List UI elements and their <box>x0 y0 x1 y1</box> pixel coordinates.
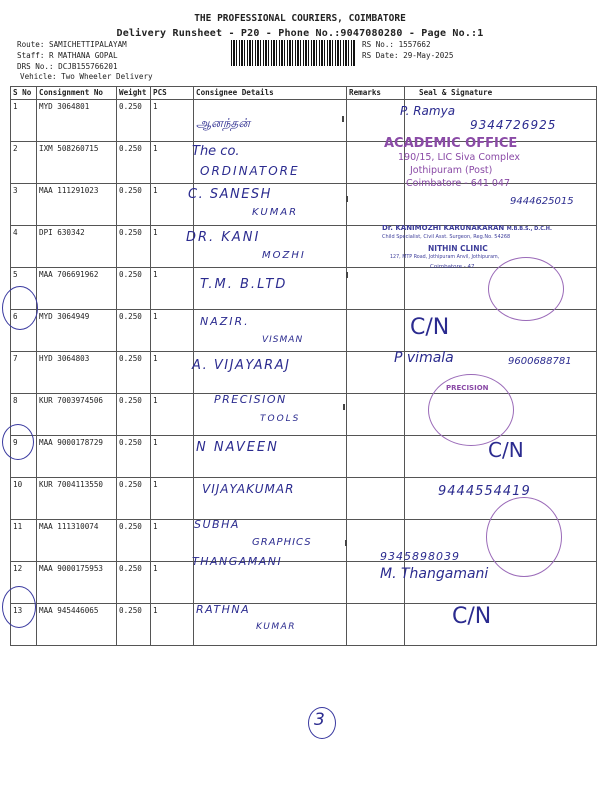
signature-phone: 9600688781 <box>508 356 572 367</box>
cell-consignment: MYD 3064801 <box>37 100 117 142</box>
cell-remarks <box>347 184 405 226</box>
cell-pcs: 1 <box>151 394 194 436</box>
col-sno: S No <box>11 87 37 100</box>
cell-remarks <box>347 268 405 310</box>
cell-weight: 0.250 <box>117 268 151 310</box>
cell-consignment: KUR 7004113550 <box>37 478 117 520</box>
signature-phone: 9345898039 <box>380 550 460 563</box>
cell-sno: 4 <box>11 226 37 268</box>
company-title: THE PROFESSIONAL COURIERS, COIMBATORE <box>194 13 406 24</box>
cell-sno: 9 <box>11 436 37 478</box>
cell-weight: 0.250 <box>117 352 151 394</box>
cell-signature <box>405 604 597 646</box>
cell-pcs: 1 <box>151 604 194 646</box>
handwritten-consignee: NAZIR. <box>200 315 250 328</box>
cell-pcs: 1 <box>151 184 194 226</box>
signature-name: P. Ramya <box>400 104 456 118</box>
clinic-stamp-specialty: Child Specialist, Civil Asst. Surgeon, Reg.No. 54268 <box>382 234 511 240</box>
table-header-row <box>11 87 597 100</box>
col-remarks: Remarks <box>347 87 405 100</box>
cell-consignment: HYD 3064803 <box>37 352 117 394</box>
handwritten-consignee: The co. <box>192 144 240 159</box>
clinic-stamp-address: 127, MTP Road, Jothipuram Anvil, Jothipuram, <box>390 255 500 260</box>
clinic-stamp-name: Dr. KANIMOZHI KARUNAKARAN M.B.B.S., D.C.H. <box>382 224 552 232</box>
academic-stamp-address: 190/15, LIC Siva Complex <box>398 152 521 163</box>
handwritten-consignee: SUBHA <box>194 518 240 531</box>
col-signature: Seal & Signature <box>405 87 597 100</box>
cell-consignment: MYD 3064949 <box>37 310 117 352</box>
cell-sno: 8 <box>11 394 37 436</box>
cell-consignment: MAA 9000175953 <box>37 562 117 604</box>
remark-mark <box>346 272 348 278</box>
route-meta: Route: SAMICHETTIPALAYAM <box>17 40 127 49</box>
cell-sno: 3 <box>11 184 37 226</box>
signature-name: P vimala <box>394 350 454 366</box>
vehicle-meta: Vehicle: Two Wheeler Delivery <box>20 72 153 81</box>
cell-remarks <box>347 478 405 520</box>
handwritten-consignee: RATHNA <box>196 603 251 616</box>
academic-stamp-title: ACADEMIC OFFICE <box>384 136 518 151</box>
cell-weight: 0.250 <box>117 184 151 226</box>
cell-weight: 0.250 <box>117 142 151 184</box>
cell-weight: 0.250 <box>117 436 151 478</box>
remark-mark <box>342 116 344 122</box>
cell-pcs: 1 <box>151 310 194 352</box>
cell-pcs: 1 <box>151 226 194 268</box>
cell-pcs: 1 <box>151 100 194 142</box>
round-seal <box>488 257 564 321</box>
staff-meta: Staff: R MATHANA GOPAL <box>17 51 118 60</box>
clinic-stamp-clinic: NITHIN CLINIC <box>428 244 488 253</box>
handwritten-consignee: A. VIJAYARAJ <box>192 358 291 373</box>
cell-pcs: 1 <box>151 436 194 478</box>
cell-remarks <box>347 604 405 646</box>
cell-pcs: 1 <box>151 142 194 184</box>
cell-sno: 13 <box>11 604 37 646</box>
col-consignment: Consignment No <box>37 87 117 100</box>
cell-consignment: MAA 945446065 <box>37 604 117 646</box>
handwritten-consignee: KUMAR <box>252 207 299 218</box>
row-circle-mark <box>2 424 34 460</box>
rs-date: RS Date: 29-May-2025 <box>362 51 454 60</box>
cell-pcs: 1 <box>151 562 194 604</box>
cell-weight: 0.250 <box>117 520 151 562</box>
cell-weight: 0.250 <box>117 604 151 646</box>
clinic-stamp-city: Coimbatore - 47 <box>430 264 475 270</box>
cell-consignment: MAA 111291023 <box>37 184 117 226</box>
handwritten-consignee: VISMAN <box>262 335 304 345</box>
cell-sno: 5 <box>11 268 37 310</box>
signature-name: M. Thangamani <box>380 566 489 582</box>
cell-weight: 0.250 <box>117 562 151 604</box>
cell-consignment: MAA 706691962 <box>37 268 117 310</box>
cell-sno: 12 <box>11 562 37 604</box>
cell-sno: 10 <box>11 478 37 520</box>
signature-phone: 9444554419 <box>438 484 531 499</box>
cell-sno: 11 <box>11 520 37 562</box>
handwritten-consignee: N NAVEEN <box>196 440 279 455</box>
handwritten-consignee: PRECISION <box>214 393 287 406</box>
cell-weight: 0.250 <box>117 478 151 520</box>
cell-remarks <box>347 310 405 352</box>
cell-consignment: DPI 630342 <box>37 226 117 268</box>
signature-cn: C/N <box>410 315 450 340</box>
table-row <box>11 604 597 646</box>
cell-weight: 0.250 <box>117 226 151 268</box>
precision-seal-text: PRECISION <box>446 384 489 392</box>
cell-consignment: IXM 508260715 <box>37 142 117 184</box>
page-number: 3 <box>314 710 325 730</box>
cell-remarks <box>347 436 405 478</box>
signature-cn: C/N <box>452 604 492 629</box>
handwritten-consignee: TOOLS <box>260 414 301 424</box>
cell-sno: 2 <box>11 142 37 184</box>
drs-meta: DRS No.: DCJB155766201 <box>17 62 118 71</box>
cell-weight: 0.250 <box>117 100 151 142</box>
cell-pcs: 1 <box>151 478 194 520</box>
handwritten-consignee: THANGAMANI <box>192 555 283 568</box>
handwritten-consignee: GRAPHICS <box>252 537 312 548</box>
cell-pcs: 1 <box>151 352 194 394</box>
signature-phone: 9344726925 <box>470 118 557 132</box>
rs-number: RS No.: 1557662 <box>362 40 431 49</box>
handwritten-consignee: KUMAR <box>256 622 297 632</box>
academic-stamp-city: Coimbatore - 641 047 <box>406 178 511 189</box>
table-row <box>11 184 597 226</box>
cell-consignment: MAA 111310074 <box>37 520 117 562</box>
cell-consignment: KUR 7003974506 <box>37 394 117 436</box>
cell-consignment: MAA 9000178729 <box>37 436 117 478</box>
col-pcs: PCS <box>151 87 194 100</box>
handwritten-consignee: MOZHI <box>262 250 306 261</box>
remark-mark <box>346 196 348 202</box>
cell-weight: 0.250 <box>117 394 151 436</box>
barcode <box>231 40 355 66</box>
cell-sno: 7 <box>11 352 37 394</box>
handwritten-consignee: ஆனந்தன் <box>196 116 250 130</box>
handwritten-consignee: T.M. B.LTD <box>200 277 288 292</box>
cell-weight: 0.250 <box>117 310 151 352</box>
runsheet-title: Delivery Runsheet - P20 - Phone No.:9047080280 - Page No.:1 <box>116 28 484 39</box>
cell-remarks <box>347 394 405 436</box>
signature-cn: C/N <box>488 438 524 462</box>
signature-phone: 9444625015 <box>510 196 574 207</box>
academic-stamp-post: Jothipuram (Post) <box>410 165 493 176</box>
handwritten-consignee: C. SANESH <box>188 187 272 202</box>
round-seal <box>486 497 562 577</box>
handwritten-consignee: DR. KANI <box>186 230 261 245</box>
handwritten-consignee: ORDINATORE <box>200 164 300 178</box>
col-consignee: Consignee Details <box>194 87 347 100</box>
cell-pcs: 1 <box>151 268 194 310</box>
handwritten-consignee: VIJAYAKUMAR <box>202 482 295 496</box>
cell-sno: 1 <box>11 100 37 142</box>
remark-mark <box>343 404 345 410</box>
remark-mark <box>345 540 347 546</box>
row-circle-mark <box>2 286 38 330</box>
cell-pcs: 1 <box>151 520 194 562</box>
row-circle-mark <box>2 586 36 628</box>
col-weight: Weight <box>117 87 151 100</box>
cell-sno: 6 <box>11 310 37 352</box>
